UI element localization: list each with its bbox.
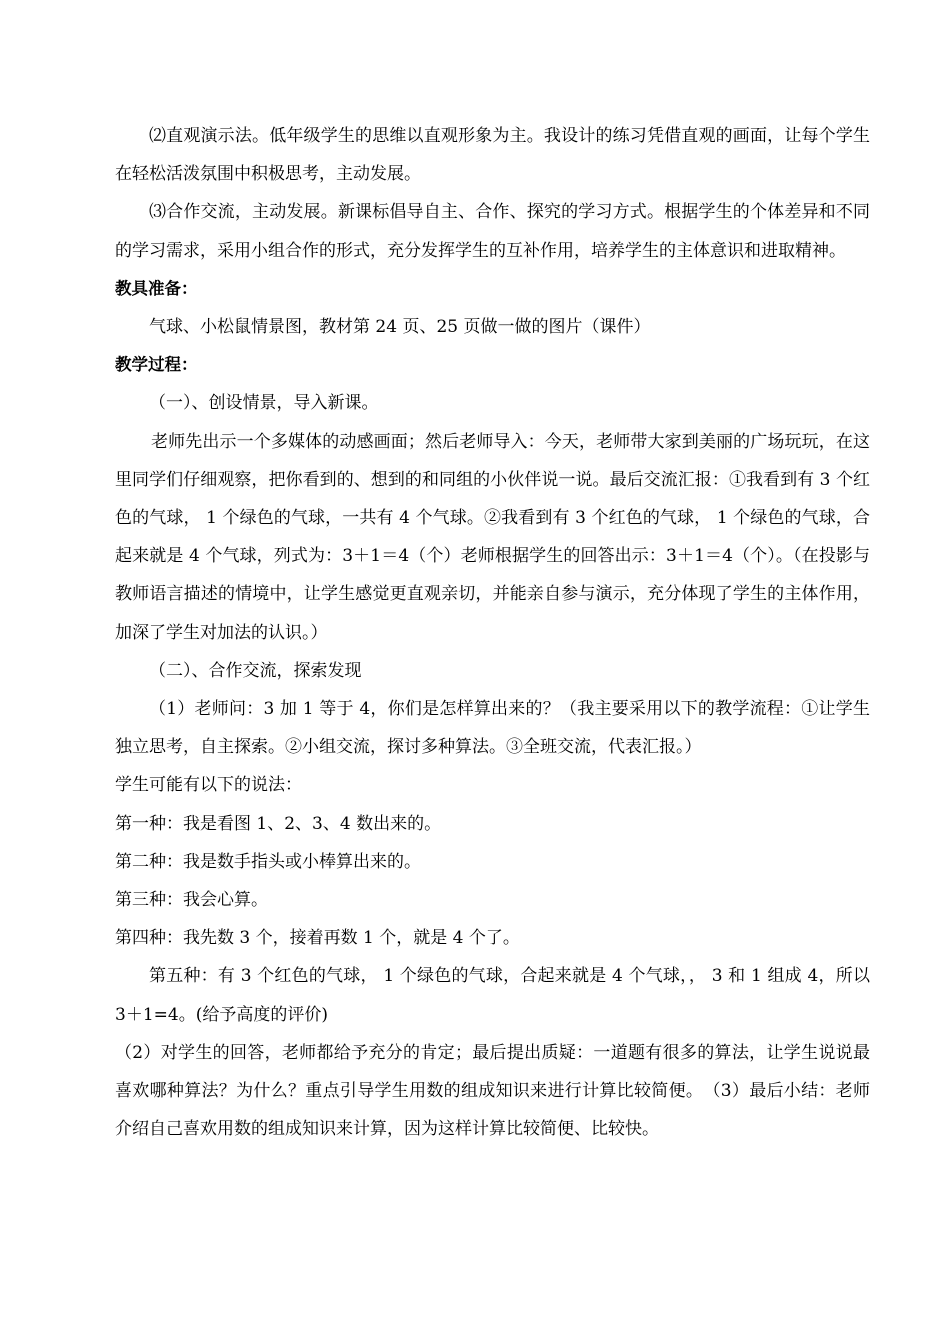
paragraph-cooperative-exchange: ⑶合作交流，主动发展。新课标倡导自主、合作、探究的学习方式。根据学生的个体差异和不同的学习需求，采用小组合作的形式，充分发挥学生的互补作用，培养学生的主体意识和进取精神。	[115, 202, 870, 261]
step-two-title: （二）、合作交流，探索发现	[149, 660, 362, 681]
paragraph-teaching-tools: 气球、小松鼠情景图，教材第 24 页、25 页做一做的图片（课件）	[149, 317, 651, 338]
section-heading-teaching-tools: 教具准备：	[115, 278, 198, 298]
section-heading-teaching-process: 教学过程：	[115, 355, 198, 375]
paragraph-intuitive-demo: ⑵直观演示法。低年级学生的思维以直观形象为主。我设计的练习凭借直观的画面，让每个学生在轻松活泼氛围中积极思考，主动发展。	[115, 126, 870, 185]
step-one-title: （一）、创设情景，导入新课。	[149, 393, 379, 414]
answer-item: 第五种：有 3 个红色的气球， 1 个绿色的气球，合起来就是 4 个气球，， 3 和 1 组成 4，所以 3＋1=4。(给予高度的评价)	[115, 966, 870, 1025]
answer-item: 第一种：我是看图 1、2、3、4 数出来的。	[115, 813, 442, 834]
answer-item: 第二种：我是数手指头或小棒算出来的。	[115, 851, 421, 872]
answer-item: 第四种：我先数 3 个，接着再数 1 个，就是 4 个了。	[115, 928, 520, 949]
document-page	[115, 117, 870, 1148]
paragraph-question-two-text: （2）对学生的回答，老师都给予充分的肯定；最后提出质疑：一道题有很多的算法，让学生说说最喜欢哪种算法？为什么？重点引导学生用数的组成知识来进行计算比较简便。 （3）最后小结：老师介绍自己喜欢用数的组成知识来计算，因为这样计算比较简便、比较快。	[115, 1042, 870, 1140]
paragraph-step-one: 老师先出示一个多媒体的动感画面；然后老师导入：今天，老师带大家到美丽的广场玩玩，在这里同学们仔细观察，把你看到的、想到的和同组的小伙伴说一说。最后交流汇报：①我看到有 3 个红色的气球， 1 个绿色的气球，一共有 4 个气球。②我看到有 3 个红色的气球， 1 个绿色的气球，合起来就是 4 个气球，列式为：3＋1＝4（个）老师根据学生的回答出示：3＋1＝4（个）。（在投影与教师语言描述的情境中，让学生感觉更直观亲切，并能亲自参与演示，充分体现了学生的主体作用，加深了学生对加法的认识。）	[115, 431, 870, 643]
paragraph-question-two-summary	[115, 1034, 870, 1149]
students-intro: 学生可能有以下的说法：	[115, 775, 302, 796]
answer-item: 第三种：我会心算。	[115, 890, 268, 911]
paragraph-question-one: （1）老师问：3 加 1 等于 4，你们是怎样算出来的？（我主要采用以下的教学流程：①让学生独立思考，自主探索。②小组交流，探讨多种算法。③全班交流，代表汇报。）	[115, 699, 870, 758]
